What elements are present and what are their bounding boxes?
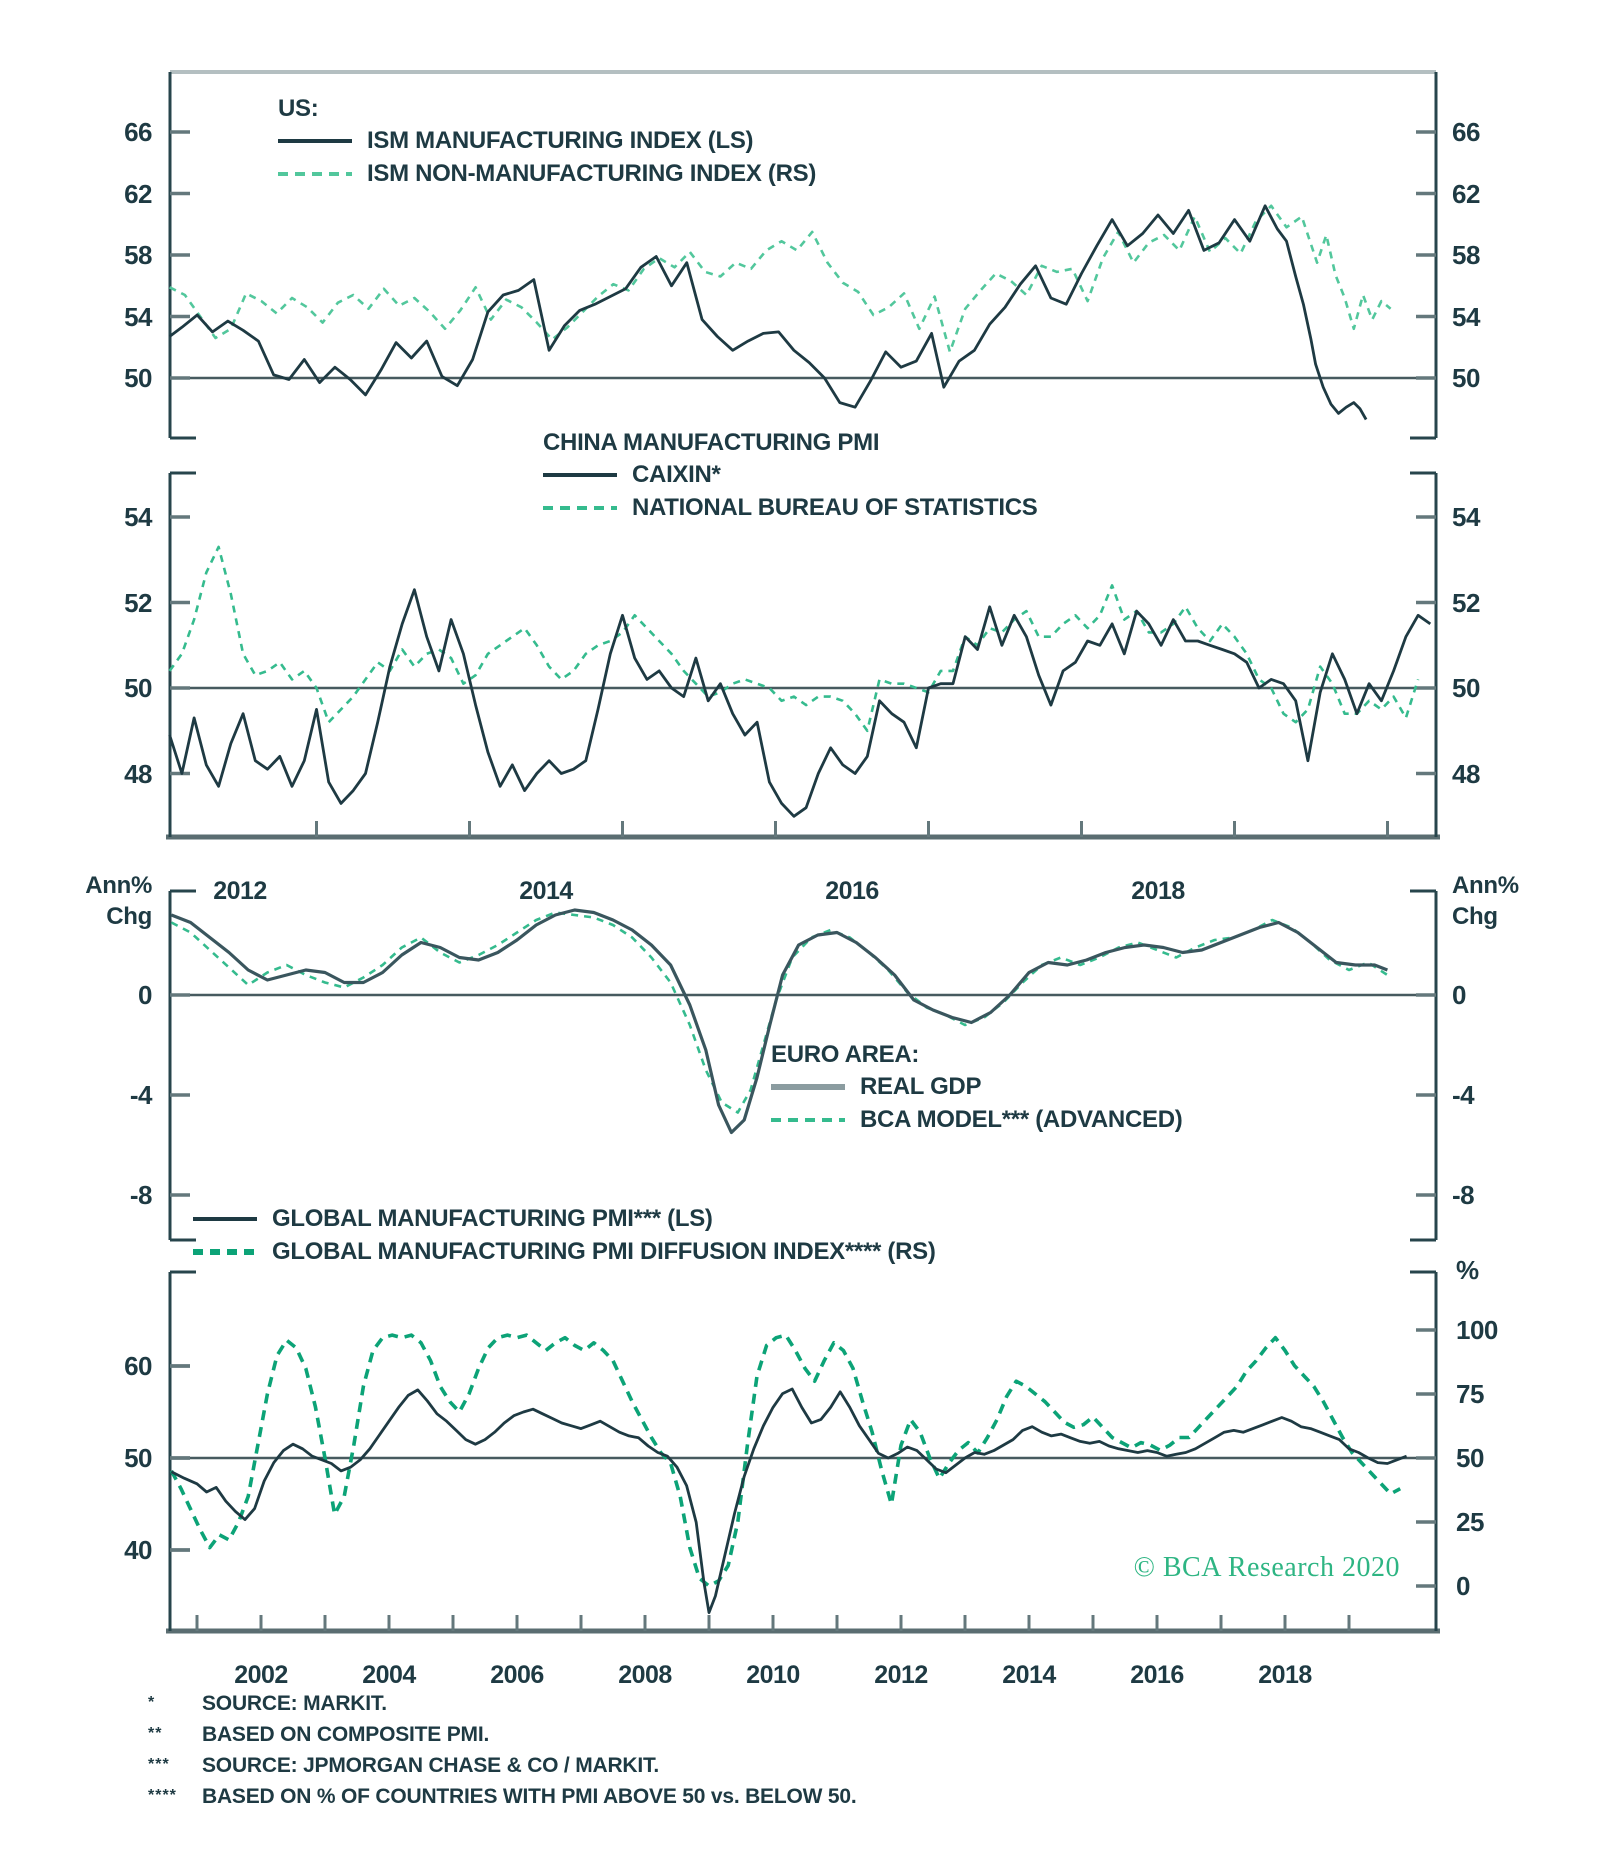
legend-us [278, 94, 816, 190]
y-tick-label-right: -4 [1452, 1080, 1475, 1110]
legend-label: BCA MODEL*** (ADVANCED) [860, 1105, 1183, 1133]
footnote-marker: *** [148, 1756, 170, 1773]
axis-title-line: Chg [106, 903, 152, 930]
y-tick-label-left: 62 [124, 178, 152, 209]
legend-row [193, 1202, 936, 1235]
legend-label: ISM NON-MANUFACTURING INDEX (RS) [367, 159, 817, 187]
y-tick-label-left: 48 [124, 758, 152, 789]
x-axis-year-label: 2014 [1002, 1661, 1056, 1689]
y-tick-label-left: -8 [129, 1180, 152, 1210]
y-tick-label-left: 40 [124, 1535, 152, 1565]
legend-title-euro: EURO AREA: [771, 1041, 920, 1068]
y-tick-label-right: 62 [1452, 178, 1480, 209]
legend-euro [771, 1040, 1182, 1136]
legend-row [193, 1235, 936, 1268]
y-tick-label-right: 50 [1456, 1443, 1484, 1473]
legend-label: GLOBAL MANUFACTURING PMI*** (LS) [272, 1204, 713, 1232]
footnote-row [148, 1692, 856, 1723]
dashed-line-swatch-icon [771, 1118, 845, 1122]
legend-row [771, 1070, 1182, 1103]
x-axis-year-label: 2012 [213, 877, 267, 905]
y-tick-label-left: 58 [124, 240, 152, 270]
footnote-row [148, 1723, 856, 1754]
dashed-line-swatch-icon [278, 172, 352, 176]
footnote-marker: * [148, 1694, 156, 1711]
x-axis-year-label: 2016 [1130, 1661, 1184, 1689]
y-tick-label-right: 50 [1452, 363, 1480, 393]
solid-line-swatch-icon [193, 1217, 257, 1221]
footnote-row [148, 1754, 856, 1785]
y-tick-label-left: 54 [124, 502, 152, 532]
footnote-text: BASED ON % OF COUNTRIES WITH PMI ABOVE 50 vs. BELOW 50. [202, 1785, 857, 1808]
legend-row [278, 157, 816, 190]
footnote-text: BASED ON COMPOSITE PMI. [202, 1723, 490, 1746]
x-axis-year-label: 2018 [1258, 1661, 1312, 1689]
axis-title-line: Chg [1452, 903, 1498, 930]
y-tick-label-right: 66 [1452, 117, 1480, 147]
x-axis-year-label: 2014 [519, 877, 573, 905]
solid-line-swatch-icon [543, 473, 617, 477]
dashed-line-swatch-icon [193, 1249, 257, 1255]
footnote-row [148, 1785, 856, 1816]
legend-label: ISM MANUFACTURING INDEX (LS) [367, 126, 754, 154]
solid-line-swatch-icon [278, 139, 352, 143]
series-dashed-line [170, 547, 1419, 731]
y-tick-label-left: 60 [124, 1351, 152, 1381]
series-dashed-line [171, 1335, 1400, 1586]
footnote-text: SOURCE: JPMORGAN CHASE & CO / MARKIT. [202, 1754, 659, 1777]
legend-title-china: CHINA MANUFACTURING PMI [543, 429, 880, 456]
series-solid-line [170, 206, 1367, 420]
bca-research-watermark: © BCA Research 2020 [1133, 1552, 1400, 1583]
y-tick-label-left: -4 [129, 1080, 152, 1110]
legend-global [193, 1202, 936, 1268]
y-tick-label-left: 66 [124, 117, 152, 147]
right-axis-title-ann-chg [1452, 870, 1519, 932]
right-axis-percent-title: % [1456, 1255, 1479, 1285]
y-tick-label-left: 50 [124, 1443, 152, 1473]
y-tick-label-right: 25 [1456, 1507, 1484, 1537]
y-tick-label-right: 48 [1452, 758, 1480, 789]
axis-title-line: Ann% [85, 872, 152, 899]
y-tick-label-left: 50 [124, 673, 152, 703]
legend-row [543, 491, 1038, 524]
x-axis-year-label: 2012 [874, 1661, 928, 1689]
y-tick-label-left: 52 [124, 587, 152, 618]
footnote-text: SOURCE: MARKIT. [202, 1692, 387, 1715]
y-tick-label-right: 54 [1452, 502, 1480, 532]
x-axis-year-label: 2004 [362, 1661, 416, 1689]
x-axis-year-label: 2008 [618, 1661, 672, 1689]
legend-label: CAIXIN* [632, 460, 721, 488]
axis-title-line: Ann% [1452, 872, 1519, 899]
y-tick-label-right: 52 [1452, 587, 1480, 618]
series-solid-line [170, 590, 1431, 817]
y-tick-label-right: 58 [1452, 240, 1480, 270]
legend-title-us: US: [278, 95, 319, 122]
footnote-marker: **** [148, 1787, 177, 1804]
y-tick-label-right: -8 [1452, 1180, 1475, 1210]
legend-label: GLOBAL MANUFACTURING PMI DIFFUSION INDEX**** (RS) [272, 1237, 936, 1265]
x-axis-year-label: 2010 [746, 1661, 800, 1689]
y-tick-label-right: 0 [1456, 1571, 1470, 1601]
y-tick-label-left: 54 [124, 301, 152, 332]
y-tick-label-right: 0 [1452, 980, 1466, 1010]
legend-row [543, 458, 1038, 491]
y-tick-label-right: 100 [1456, 1315, 1498, 1345]
x-axis-year-label: 2016 [825, 877, 879, 905]
y-tick-label-right: 50 [1452, 673, 1480, 703]
legend-china [543, 428, 1038, 524]
y-tick-label-left: 0 [138, 980, 152, 1010]
legend-label: NATIONAL BUREAU OF STATISTICS [632, 493, 1038, 521]
legend-label: REAL GDP [860, 1072, 982, 1100]
y-tick-label-right: 54 [1452, 301, 1480, 332]
y-tick-label-right: 75 [1456, 1379, 1484, 1409]
solid-line-swatch-icon [771, 1084, 845, 1090]
x-axis-year-label: 2018 [1131, 877, 1185, 905]
x-axis-year-label: 2002 [234, 1661, 288, 1689]
y-tick-label-left: 50 [124, 363, 152, 393]
x-axis-year-label: 2006 [490, 1661, 544, 1689]
footnote-marker: ** [148, 1725, 163, 1742]
left-axis-title-ann-chg [36, 870, 152, 932]
series-dashed-line [170, 206, 1391, 352]
legend-row [771, 1103, 1182, 1136]
legend-row [278, 124, 816, 157]
footnotes [148, 1692, 856, 1816]
dashed-line-swatch-icon [543, 506, 617, 510]
